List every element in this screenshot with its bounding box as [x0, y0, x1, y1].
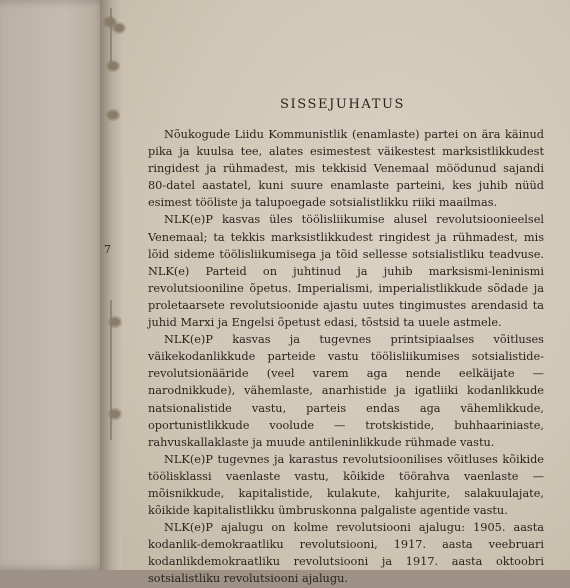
paragraph: NLK(e)P tugevnes ja karastus revolutsioonilises võitluses kõikide töölisklassi vaenlaste vastu, kõikide töörahva vaenlaste — mõisnikkude, kapitalistide, kulakute, kahjurite, salakuulajate, kõikide kapitalistlikku ümbruskonna palgaliste agentide vastu.	[148, 452, 544, 518]
body-text	[148, 126, 544, 588]
binding-thread	[110, 8, 112, 68]
binding-stitch	[105, 18, 115, 26]
margin-page-number: 7	[104, 243, 111, 256]
binding-stitch	[110, 410, 120, 418]
paragraph: NLK(e)P kasvas üles töölisliikumise alusel revolutsioonieelsel Venemaal; ta tekkis marksistlikkudest ringidest ja rühmadest, mis lõid sideme töölisliikumisega ja tõid sellesse sotsialistliku teadvuse. NLK(e) Parteid on juhtinud ja juhib marksismi-leninismi revolutsiooniline õpetus. Imperialismi, imperialistlikkude sõdade ja proletaarsete revolutsioonide ajastu uutes tingimustes arendasid ta juhid Marxi ja Engelsi õpetust edasi, tõstsid ta uuele astmele.	[148, 213, 544, 330]
left-page	[0, 0, 108, 570]
paragraph: NLK(e)P ajalugu on kolme revolutsiooni ajalugu: 1905. aasta kodanlik-demokraatliku revolutsiooni, 1917. aasta veebruari kodanlikdemokraatliku revolutsiooni ja 1917. aasta oktoobri sotsialistliku revolutsiooni ajalugu.	[148, 521, 544, 586]
paragraph: Nõukogude Liidu Kommunistlik (enamlaste) partei on ära käinud pika ja kuulsa tee, alates esimestest väikestest marksistlikkudest ringidest ja rühmadest, mis tekkisid Venemaal möödunud sajandi 80-datel aastatel, kuni suure enamlaste parteini, kes juhib nüüd esimest tööliste ja talupoegade sotsialistlikku riiki maailmas.	[148, 128, 544, 210]
section-heading: SISSEJUHATUS	[280, 97, 406, 112]
binding-stitch	[108, 111, 118, 119]
binding-stitch	[108, 62, 118, 70]
binding-stitch	[114, 24, 124, 32]
binding-stitch	[110, 318, 120, 326]
paragraph: NLK(e)P kasvas ja tugevnes printsipiaalses võitluses väikekodanlikkude parteide vastu töölisliikumises sotsialistide-revolutsionääride (veel varem aga nende eelkäijate — narodnikkude), vähemlaste, anarhistide ja igatliiki kodanlikkude natsionalistide vastu, parteis endas aga vähemlikkude, oportunistlikkude voolude — trotskistide, buhhaariniaste, rahvuskallaklaste ja muude antileninlikkude rühmade vastu.	[148, 333, 544, 449]
